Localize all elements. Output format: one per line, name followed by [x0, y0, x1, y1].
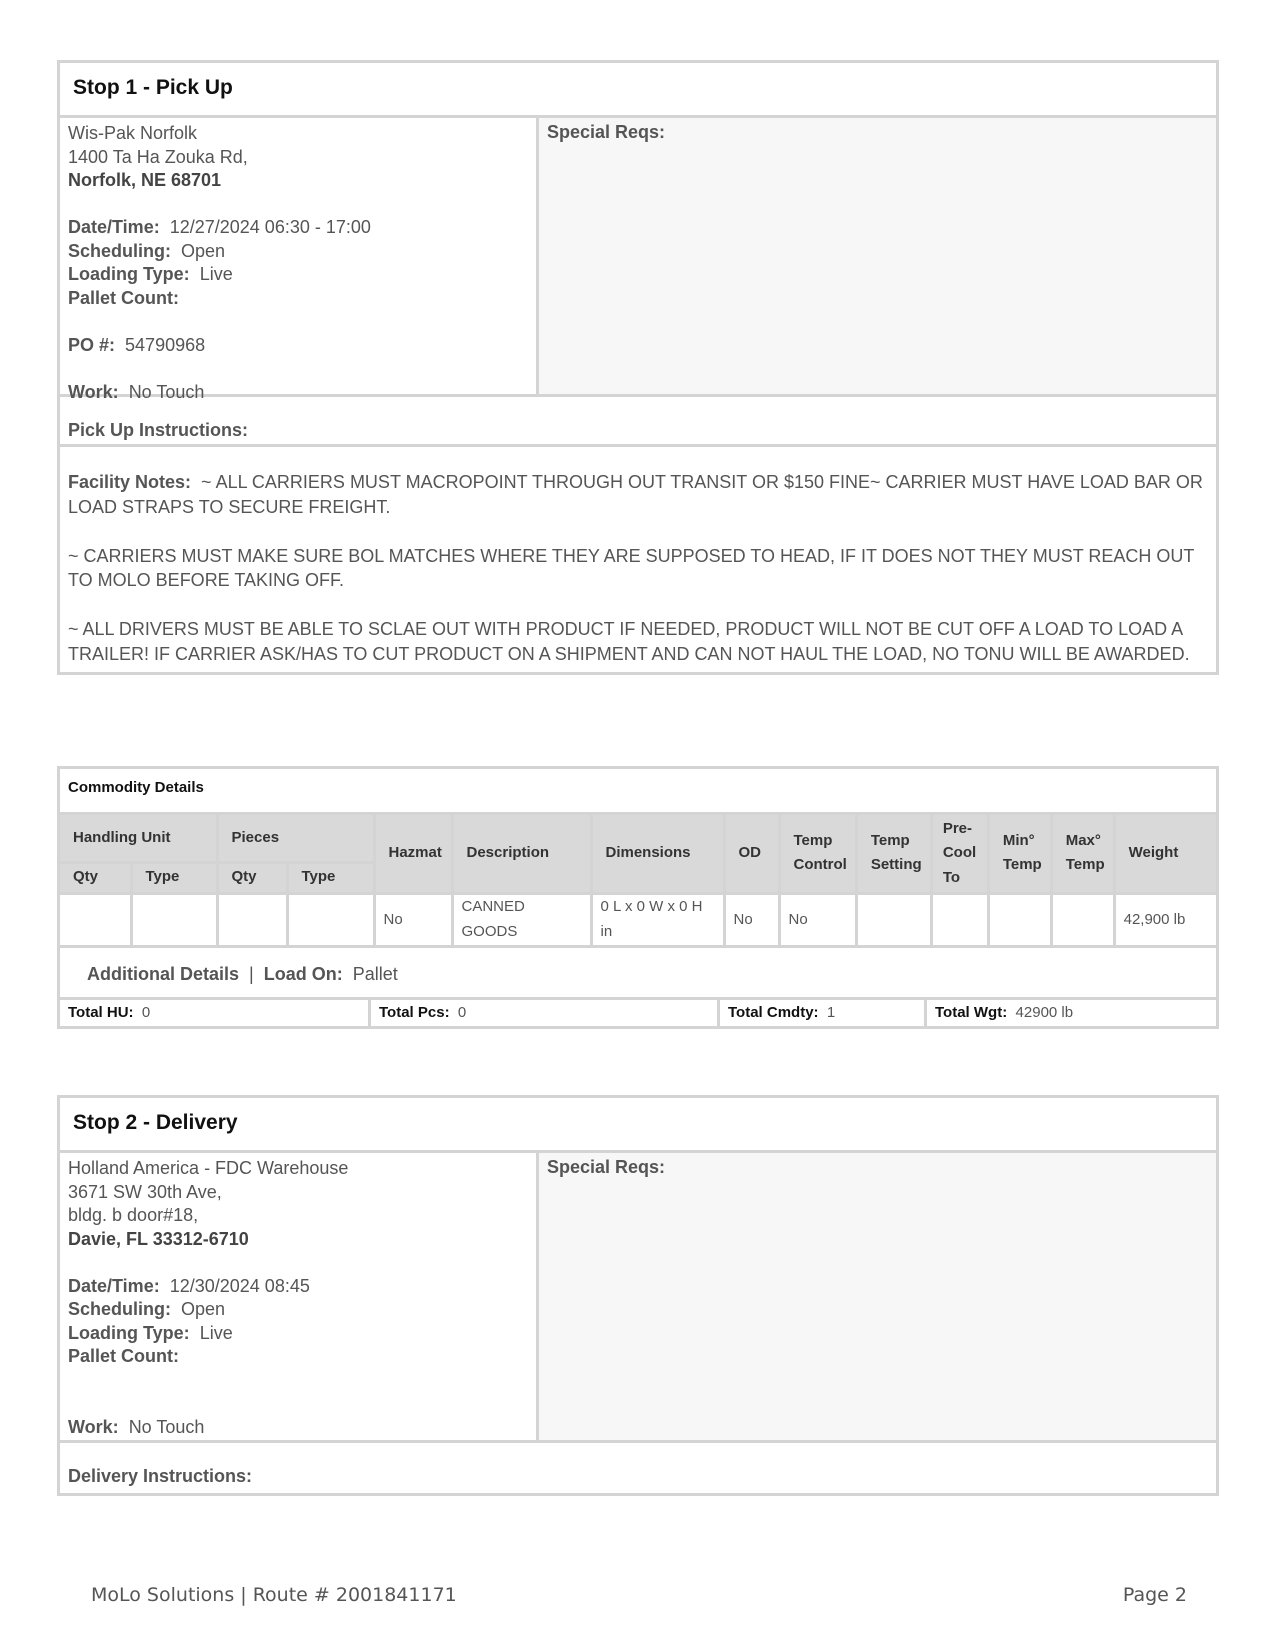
- stop1-instructions-label: Pick Up Instructions:: [60, 397, 1216, 447]
- row-description: CANNED GOODS: [452, 893, 591, 945]
- stop2-box: [57, 1095, 1219, 1496]
- stop2-title: Stop 2 - Delivery: [60, 1098, 1216, 1153]
- pieces-header: Pieces: [217, 815, 374, 862]
- dimensions-header: Dimensions: [591, 815, 724, 893]
- stop2-pallet-line: Pallet Count:: [68, 1346, 179, 1366]
- stop2-special-reqs: Special Reqs:: [539, 1153, 1216, 1440]
- commodity-table: [60, 815, 1216, 945]
- stop1-name: Wis-Pak Norfolk: [68, 123, 198, 143]
- total-wgt: Total Wgt: 42900 lb: [935, 1004, 1074, 1021]
- row-dimensions: 0 L x 0 W x 0 H in: [591, 893, 724, 945]
- stop2-instructions-label: Delivery Instructions:: [68, 1466, 253, 1486]
- row-hazmat: No: [374, 893, 452, 945]
- description-header: Description: [452, 815, 591, 893]
- min-temp-header: Min° Temp: [988, 815, 1051, 893]
- stop2-address-2: bldg. b door#18,: [68, 1205, 199, 1225]
- totals-row: [60, 1000, 1216, 1026]
- commodity-box: [57, 766, 1219, 1029]
- additional-details: Additional Details | Load On: Pallet: [60, 945, 1216, 1000]
- commodity-title: Commodity Details: [60, 769, 1216, 815]
- stop2-city: Davie, FL 33312-6710: [68, 1228, 249, 1249]
- row-od: No: [724, 893, 779, 945]
- hu-qty-header: Qty: [60, 862, 131, 893]
- pc-qty-header: Qty: [217, 862, 287, 893]
- row-temp-control: No: [779, 893, 856, 945]
- max-temp-header: Max° Temp: [1051, 815, 1114, 893]
- stop1-address: 1400 Ta Ha Zouka Rd,: [68, 146, 248, 167]
- stop2-loading-line: Loading Type: Live: [68, 1322, 233, 1343]
- stop1-special-reqs: Special Reqs:: [539, 118, 1216, 394]
- load-on-value: Pallet: [352, 964, 398, 984]
- stop1-facility-notes: Facility Notes: ~ ALL CARRIERS MUST MACROPOINT THROUGH OUT TRANSIT OR $150 FINE~ CARRIER MUST HAVE LOAD BAR OR LOAD STRAPS TO SECURE FREIGHT. ~ CARRIERS MUST MAKE SURE BOL MATCHES WHERE THEY ARE SUPPOSED TO HEAD, IF IT DOES NOT THEY MUST REACH OUT TO MOLO BEFORE TAKING OFF. ~ ALL DRIVERS MUST BE ABLE TO SCLAE OUT WITH PRODUCT IF NEEDED, PRODUCT WILL NOT BE CUT OFF A LOAD TO LOAD A TRAILER! IF CARRIER ASK/HAS TO CUT PRODUCT ON A SHIPMENT AND CAN NOT HAUL THE LOAD, NO TONU WILL BE AWARDED.: [60, 447, 1216, 672]
- stop1-city: Norfolk, NE 68701: [68, 170, 222, 190]
- stop2-address: 3671 SW 30th Ave,: [68, 1181, 222, 1202]
- hu-type-header: Type: [131, 862, 217, 893]
- hazmat-header: Hazmat: [374, 815, 452, 893]
- facility-note-3: ~ ALL DRIVERS MUST BE ABLE TO SCLAE OUT WITH PRODUCT IF NEEDED, PRODUCT WILL NOT BE CUT OFF A LOAD TO LOAD A TRAILER! IF CARRIER ASK/HAS TO CUT PRODUCT ON A SHIPMENT AND CAN NOT HAUL THE LOAD, NO TONU WILL BE AWARDED.: [68, 619, 1190, 664]
- stop1-details: [60, 118, 539, 402]
- stop1-pallet-line: Pallet Count:: [68, 287, 179, 308]
- stop1-title: Stop 1 - Pick Up: [60, 63, 1216, 118]
- od-header: OD: [724, 815, 779, 893]
- stop2-datetime-line: Date/Time: 12/30/2024 08:45: [68, 1275, 310, 1296]
- total-cmdty: Total Cmdty: 1: [720, 1000, 927, 1026]
- facility-note-2: ~ CARRIERS MUST MAKE SURE BOL MATCHES WHERE THEY ARE SUPPOSED TO HEAD, IF IT DOES NOT THEY MUST REACH OUT TO MOLO BEFORE TAKING OFF.: [68, 545, 1195, 590]
- stop2-details: [60, 1153, 539, 1440]
- stop1-datetime-line: Date/Time: 12/27/2024 06:30 - 17:00: [68, 217, 371, 237]
- temp-control-header: Temp Control: [779, 815, 856, 893]
- stop1-box: [57, 60, 1219, 675]
- row-weight: 42,900 lb: [1114, 893, 1216, 945]
- precool-header: Pre-Cool To: [931, 815, 988, 893]
- table-row: [60, 893, 1216, 945]
- footer-page-number: Page 2: [1122, 1584, 1187, 1606]
- stop2-work-line: Work: No Touch: [68, 1416, 205, 1437]
- total-pcs: Total Pcs: 0: [371, 1000, 720, 1026]
- stop1-scheduling-line: Scheduling: Open: [68, 240, 226, 261]
- stop2-datetime: 12/30/2024 08:45: [169, 1275, 310, 1296]
- stop1-datetime: 12/27/2024 06:30 - 17:00: [169, 217, 371, 237]
- pc-type-header: Type: [287, 862, 374, 893]
- total-hu: Total HU: 0: [60, 1000, 371, 1026]
- stop2-name: Holland America - FDC Warehouse: [68, 1158, 349, 1178]
- facility-note-1: ~ ALL CARRIERS MUST MACROPOINT THROUGH OUT TRANSIT OR $150 FINE~ CARRIER MUST HAVE LOAD BAR OR LOAD STRAPS TO SECURE FREIGHT.: [68, 472, 1203, 517]
- stop1-loading-line: Loading Type: Live: [68, 264, 233, 284]
- footer-route: MoLo Solutions | Route # 2001841171: [91, 1584, 457, 1606]
- temp-setting-header: Temp Setting: [856, 815, 931, 893]
- stop1-work-line: Work: No Touch: [68, 381, 205, 402]
- stop1-po-line: PO #: 54790968: [68, 334, 206, 355]
- handling-unit-header: Handling Unit: [60, 815, 217, 862]
- stop2-scheduling-line: Scheduling: Open: [68, 1299, 226, 1319]
- weight-header: Weight: [1114, 815, 1216, 893]
- stop1-po: 54790968: [125, 334, 206, 355]
